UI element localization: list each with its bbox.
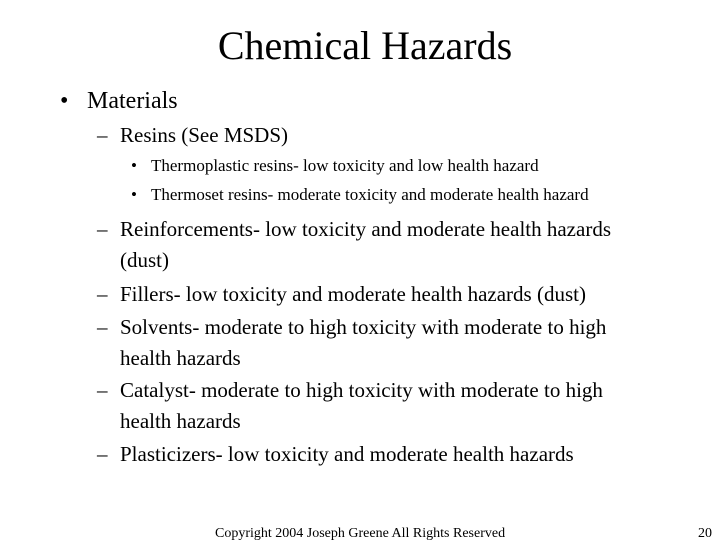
- bullet-text: Resins (See MSDS): [120, 123, 289, 147]
- dash-marker: –: [97, 123, 108, 147]
- dash-marker: –: [97, 442, 108, 466]
- bullet-text: Thermoplastic resins- low toxicity and low health hazard: [151, 156, 539, 175]
- bullet-text-line2: health hazards: [120, 346, 241, 370]
- bullet-marker: •: [131, 185, 137, 204]
- dash-marker: –: [97, 315, 108, 339]
- dash-marker: –: [97, 217, 108, 241]
- bullet-marker: •: [60, 88, 69, 114]
- bullet-text-line1: Catalyst- moderate to high toxicity with moderate to high: [120, 378, 603, 402]
- bullet-text: Plasticizers- low toxicity and moderate health hazards: [120, 442, 574, 466]
- bullet-text-line1: Solvents- moderate to high toxicity with moderate to high: [120, 315, 607, 339]
- bullet-marker: •: [131, 156, 137, 175]
- copyright-notice: Copyright 2004 Joseph Greene All Rights Reserved: [215, 526, 506, 541]
- bullet-text: Thermoset resins- moderate toxicity and moderate health hazard: [151, 185, 589, 204]
- page-number: 20: [698, 526, 712, 541]
- dash-marker: –: [97, 378, 108, 402]
- slide-footer: [0, 524, 720, 544]
- dash-marker: –: [97, 282, 108, 306]
- bullet-text: Fillers- low toxicity and moderate health hazards (dust): [120, 282, 586, 306]
- bullet-text: Materials: [87, 88, 178, 114]
- bullet-text-line1: Reinforcements- low toxicity and moderate health hazards: [120, 217, 611, 241]
- bullet-text-line2: health hazards: [120, 409, 241, 433]
- bullet-text-line2: (dust): [120, 248, 169, 272]
- slide-title: Chemical Hazards: [217, 23, 513, 68]
